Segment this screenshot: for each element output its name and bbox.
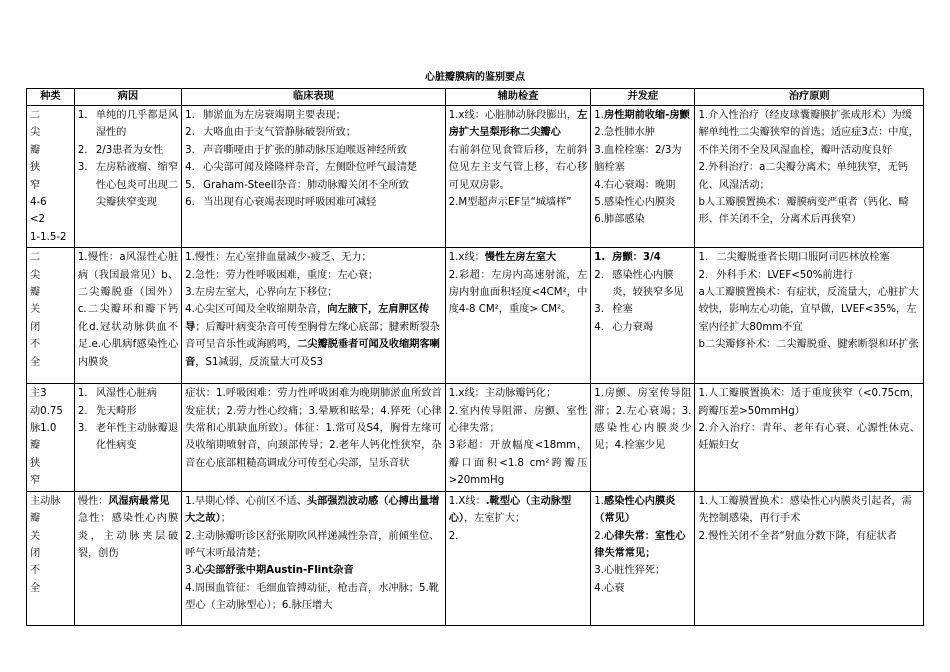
type-line: <2 (30, 214, 46, 226)
cell-aux: 1.X线：.靴型心（主动脉型心），左室扩大； 2. (445, 491, 591, 625)
cell-complication (591, 248, 695, 384)
type-line: 瓣 (30, 287, 41, 299)
header-treatment: 治疗原则 (695, 89, 924, 106)
list-item: 1. 肺淤血为左房衰竭期主要表现； (185, 110, 346, 121)
type-line: 二 (30, 110, 41, 121)
type-line: 狭 (30, 162, 41, 174)
list-item: 1. 单纯的几乎都是风湿性的 (77, 110, 179, 139)
cell-treatment: 1. 二尖瓣脱垂者长期口服阿司匹林放栓塞 2. 外科手术：LVEF<50%前进行 a人工瓣膜置换术：有症状，反流量大，心脏扩大较快，影响左心功能，宜早做，LVEF<35%，左室内径扩大80mm不宜 b二尖瓣修补术：二尖瓣脱垂、腱索断裂和环扩张 (695, 248, 924, 384)
valve-disease-table (26, 88, 924, 626)
list-item: 1. 房颤：3/4 (594, 252, 661, 264)
list-item: 1. 二尖瓣脱垂者长期口服阿司匹林放栓塞 (698, 252, 890, 264)
type-line: 主3 (30, 388, 47, 400)
type-line: 尖 (30, 127, 41, 139)
cell-etiology: 慢性：风湿病最常见 急性：感染性心内膜炎，主动脉夹层破裂，创伤 (74, 491, 181, 625)
type-line: 动0.75 (30, 405, 63, 417)
cell-clinical: 症状：1.呼吸困难：劳力性呼吸困难为晚期肺淤血所致首发症状；2.劳力性心绞痛；3.晕厥和眩晕；4.猝死（心律失常和心肌缺血所致）。体征：1.常可及S4，胸骨左缘可及收缩期喷射音，向颈部传导；2.老年人钙化性狭窄，杂音在心底部粗糙高调成分可传至心尖部，呈乐音状 (182, 384, 446, 491)
cell-clinical: 1.慢性：左心室排血量减少-疲乏、无力； 2.急性：劳力性呼吸困难，重度：左心衰； 3.左房左室大，心界向左下移位； 4.心尖区可闻及全收缩期杂音，向左腋下，左肩胛区传导；后瓣叶病变杂音可传至胸骨左缘心底部；腱索断裂杂音可呈音乐性或海鸥鸣，二尖瓣脱垂者可闻及收缩期客喇音，S1减弱，反流量大可及S3 (182, 248, 446, 384)
list-item: 3. 栓塞 (594, 304, 633, 316)
cell-type (27, 248, 75, 384)
cell-treatment: 1.介入性治疗（经皮球囊瓣膜扩张成形术）为缓解单纯性二尖瓣狭窄的首选；适应症3点：中度，不伴关闭不全及风湿血栓，瓣叶活动度良好 2.外科治疗：a二尖瓣分离术；单纯狭窄，无钙化、风湿活动； b人工瓣膜置换术：瓣膜病变严重者（钙化、畸形、伴关闭不全，分离术后再狭窄） (695, 106, 924, 248)
table-row (27, 248, 924, 384)
cell-type (27, 491, 75, 625)
table-row (27, 106, 924, 248)
type-line: 不 (30, 339, 41, 351)
cell-complication: 1.感染性心内膜炎（常见） 2.心律失常：室性心律失常常见； 3.心脏性猝死； 4.心衰 (591, 491, 695, 625)
type-line: 不 (30, 565, 41, 577)
table-row (27, 384, 924, 491)
header-clinical: 临床表现 (182, 89, 446, 106)
cell-clinical (182, 106, 446, 248)
type-line: 关 (30, 530, 41, 542)
list-item: 2. 大咯血由于支气管静脉破裂所致； (185, 127, 356, 139)
type-line: 脉1.0 (30, 423, 57, 435)
cell-type (27, 384, 75, 491)
document-title: 心脏瓣膜病的鉴别要点 (425, 72, 525, 83)
cell-treatment: 1.人工瓣膜置换术：感染性心内膜炎引起者，需先控制感染，再行手术 2.慢性关闭不全者“射血分数下降，有症状者 (695, 491, 924, 625)
list-item: 1. 风湿性心脏病 (77, 388, 157, 400)
list-item: 6. 当出现有心衰竭表现时呼吸困难可减轻 (185, 197, 377, 209)
cell-complication: 1.房性期前收缩-房颤 2.急性肺水肿 3.血栓栓塞：2/3为脑栓塞 4.右心衰竭：晚期 5.感染性心内膜炎 6.肺部感染 (591, 106, 695, 248)
list-item: 2. 外科手术：LVEF<50%前进行 (698, 269, 853, 281)
cell-etiology: 1.慢性：a风湿性心脏病（我国最常见）b、二尖瓣脱垂（国外）c.二尖瓣环和瓣下钙化d.冠状动脉供血不足.e.心肌病f感染性心内膜炎 (74, 248, 181, 384)
type-line: 4-6 (30, 197, 47, 209)
list-item: 2. 先天畸形 (77, 405, 137, 417)
list-item: 3. 左房粘液瘤、缩窄性心包炎可出现二尖瓣狭窄变现 (77, 162, 179, 209)
type-line: 二 (30, 252, 41, 264)
header-type: 种类 (27, 89, 75, 106)
list-item: 2. 2/3患者为女性 (77, 144, 164, 156)
cell-clinical: 1.早期心悸、心前区不适、头部强烈波动感（心搏出量增大之故）； 2.主动脉瓣听诊区舒张期吹风样递减性杂音，前倾坐位、呼气末听最清楚； 3.心尖部舒张中期Austin-Flint杂音 4.周围血管征：毛细血管搏动征，枪击音，水冲脉；5.靴型心（主动脉型心）；6.脉压增大 (182, 491, 446, 625)
type-line: 全 (30, 582, 41, 594)
header-etiology: 病因 (74, 89, 181, 106)
table-row (27, 491, 924, 625)
type-line: 闭 (30, 321, 41, 333)
list-item: 4. 心尖部可闻及隆隆样杂音，左侧卧位呼气最清楚 (185, 162, 418, 174)
type-line: 全 (30, 356, 41, 368)
list-item: 2. 感染性心内膜炎，较狭窄多见 (594, 269, 684, 299)
table-header-row (27, 89, 924, 106)
type-line: 瓣 (30, 513, 41, 525)
cell-complication: 1.房颤、房室传导阻滞；2.左心衰竭；3.感染性心内膜炎少见；4.栓塞少见 (591, 384, 695, 491)
type-line: 窄 (30, 475, 41, 487)
header-complication: 并发症 (591, 89, 695, 106)
cell-etiology (74, 384, 181, 491)
cell-aux: 1.x线：慢性左房左室大 2.彩超：左房内高速射流，左房内射血面积轻度<4CM²，中度4-8 CM²，重度> CM²。 (445, 248, 591, 384)
type-line: 尖 (30, 269, 41, 281)
type-line: 1-1.5-2 (30, 231, 67, 243)
cell-aux: 1.x线：心脏肺动脉段膨出，左房扩大呈梨形称二尖瓣心 右前斜位见食管后移，左前斜位见左主支气管上移，右心移可见双房影。 2.M型超声示EF呈“城墙样” (445, 106, 591, 248)
type-line: 窄 (30, 179, 41, 191)
list-item: 5. Graham-Steell杂音：肺动脉瓣关闭不全所致 (185, 179, 409, 191)
type-line: 关 (30, 304, 41, 316)
type-line: 闭 (30, 547, 41, 559)
header-aux: 辅助检查 (445, 89, 591, 106)
type-line: 狭 (30, 457, 41, 469)
list-item: 3. 声音嘶哑由于扩张的肺动脉压迫喉返神经所致 (185, 144, 407, 156)
cell-etiology (74, 106, 181, 248)
type-line: 瓣 (30, 144, 41, 156)
list-item: 4. 心力衰竭 (594, 321, 654, 333)
list-item: 3. 老年性主动脉瓣退化性病变 (77, 423, 179, 452)
cell-type (27, 106, 75, 248)
cell-treatment: 1.人工瓣膜置换术：适于重度狭窄（<0.75cm，跨瓣压差>50mmHg） 2.介入治疗：青年、老年有心衰、心源性休克、妊娠妇女 (695, 384, 924, 491)
cell-aux: 1.x线：主动脉瓣钙化； 2.室内传导阻滞、房颤、室性心律失常； 3彩超：开放幅度<18mm，瓣口面积<1.8 cm²跨瓣压>20mmHg (445, 384, 591, 491)
type-line: 主动脉 (30, 495, 61, 507)
type-line: 瓣 (30, 440, 41, 452)
